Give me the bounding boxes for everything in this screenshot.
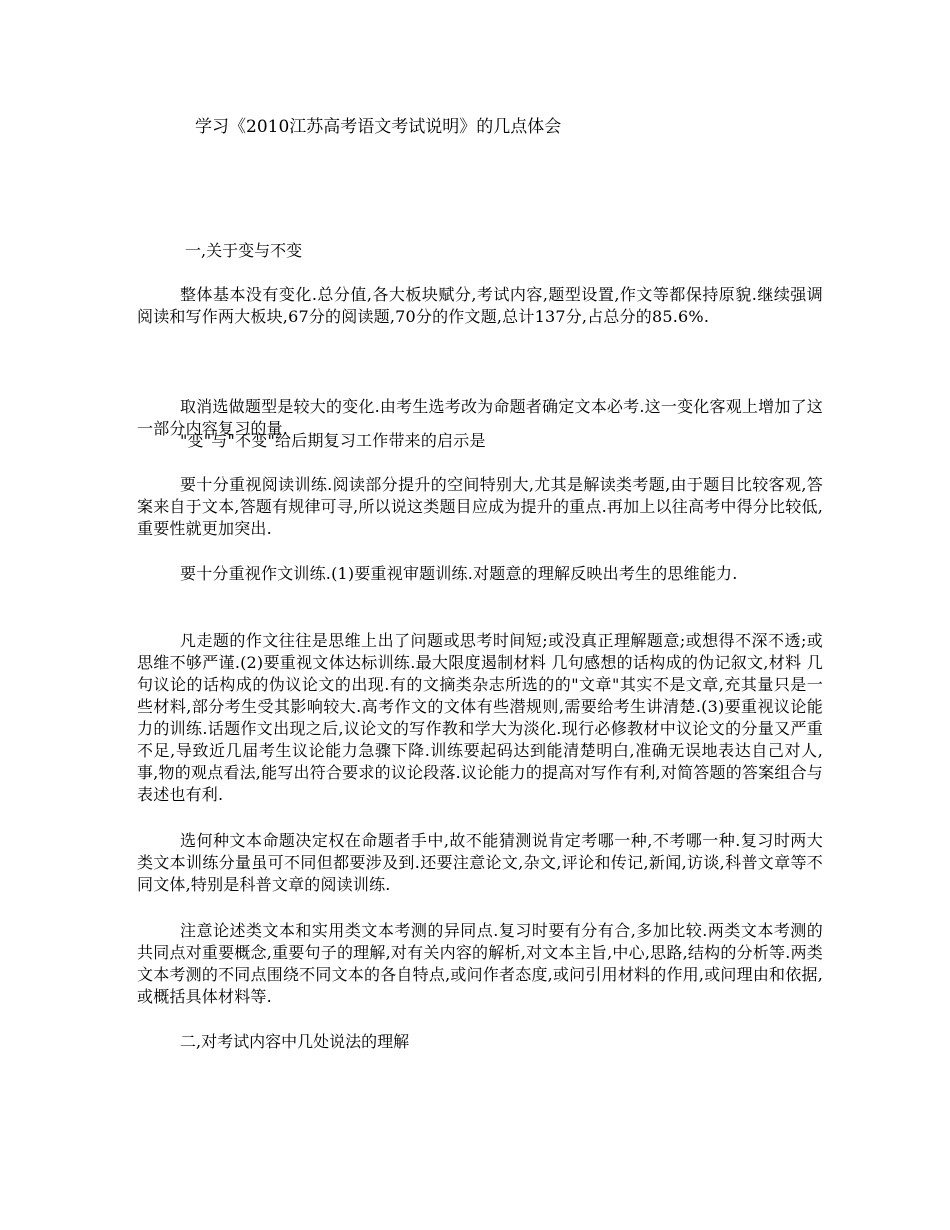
paragraph-2: 取消选做题型是较大的变化.由考生选考改为命题者确定文本必考.这一变化客观上增加了这一部分内容复习的量. <box>137 397 823 438</box>
paragraph-8: 注意论述类文本和实用类文本考测的异同点.复习时要有分有合,多加比较.两类文本考测的共同点对重要概念,重要句子的理解,对有关内容的解析,对文本主旨,中心,思路,结构的分析等.两类文本考测的不同点围绕不同文本的各自特点,或问作者态度,或问引用材料的作用,或问理由和依据,或概括具体材料等. <box>137 921 823 1006</box>
section-heading-2: 二,对考试内容中几处说法的理解 <box>180 1032 410 1051</box>
paragraph-4: 要十分重视阅读训练.阅读部分提升的空间特别大,尤其是解读类考题,由于题目比较客观,答案来自于文本,答题有规律可寻,所以说这类题目应成为提升的重点.再加上以往高考中得分比较低,重要性就更加突出. <box>137 475 823 538</box>
paragraph-3: "变"与"不变"给后期复习工作带来的启示是 <box>180 431 486 450</box>
paragraph-7: 选何种文本命题决定权在命题者手中,故不能猜测说肯定考哪一种,不考哪一种.复习时两大类文本训练分量虽可不同但都要涉及到.还要注意论文,杂文,评论和传记,新闻,访谈,科普文章等不同文体,特别是科普文章的阅读训练. <box>137 831 823 894</box>
paragraph-5: 要十分重视作文训练.(1)要重视审题训练.对题意的理解反映出考生的思维能力. <box>180 564 738 583</box>
paragraph-6: 凡走题的作文往往是思维上出了问题或思考时间短;或没真正理解题意;或想得不深不透;或思维不够严谨.(2)要重视文体达标训练.最大限度遏制材料 几句感想的话构成的伪记叙文,材料 几句议论的话构成的伪议论文的出现.有的文摘类杂志所选的的"文章"其实不是文章,充其量只是一些材料,部分考生受其影响较大.高考作文的文体有些潜规则,需要给考生讲清楚.(3)要重视议论能力的训练.话题作文出现之后,议论文的写作教和学大为淡化.现行必修教材中议论文的分量又严重不足,导致近几届考生议论能力急骤下降.训练要起码达到能清楚明白,准确无误地表达自己对人,事,物的观点看法,能写出符合要求的议论段落.议论能力的提高对写作有利,对简答题的答案组合与表述也有利. <box>137 631 823 804</box>
section-heading-1: 一,关于变与不变 <box>185 241 303 260</box>
document-title: 学习《2010江苏高考语文考试说明》的几点体会 <box>195 117 562 137</box>
paragraph-1: 整体基本没有变化.总分值,各大板块赋分,考试内容,题型设置,作文等都保持原貌.继续强调阅读和写作两大板块,67分的阅读题,70分的作文题,总计137分,占总分的85.6%. <box>137 285 823 326</box>
